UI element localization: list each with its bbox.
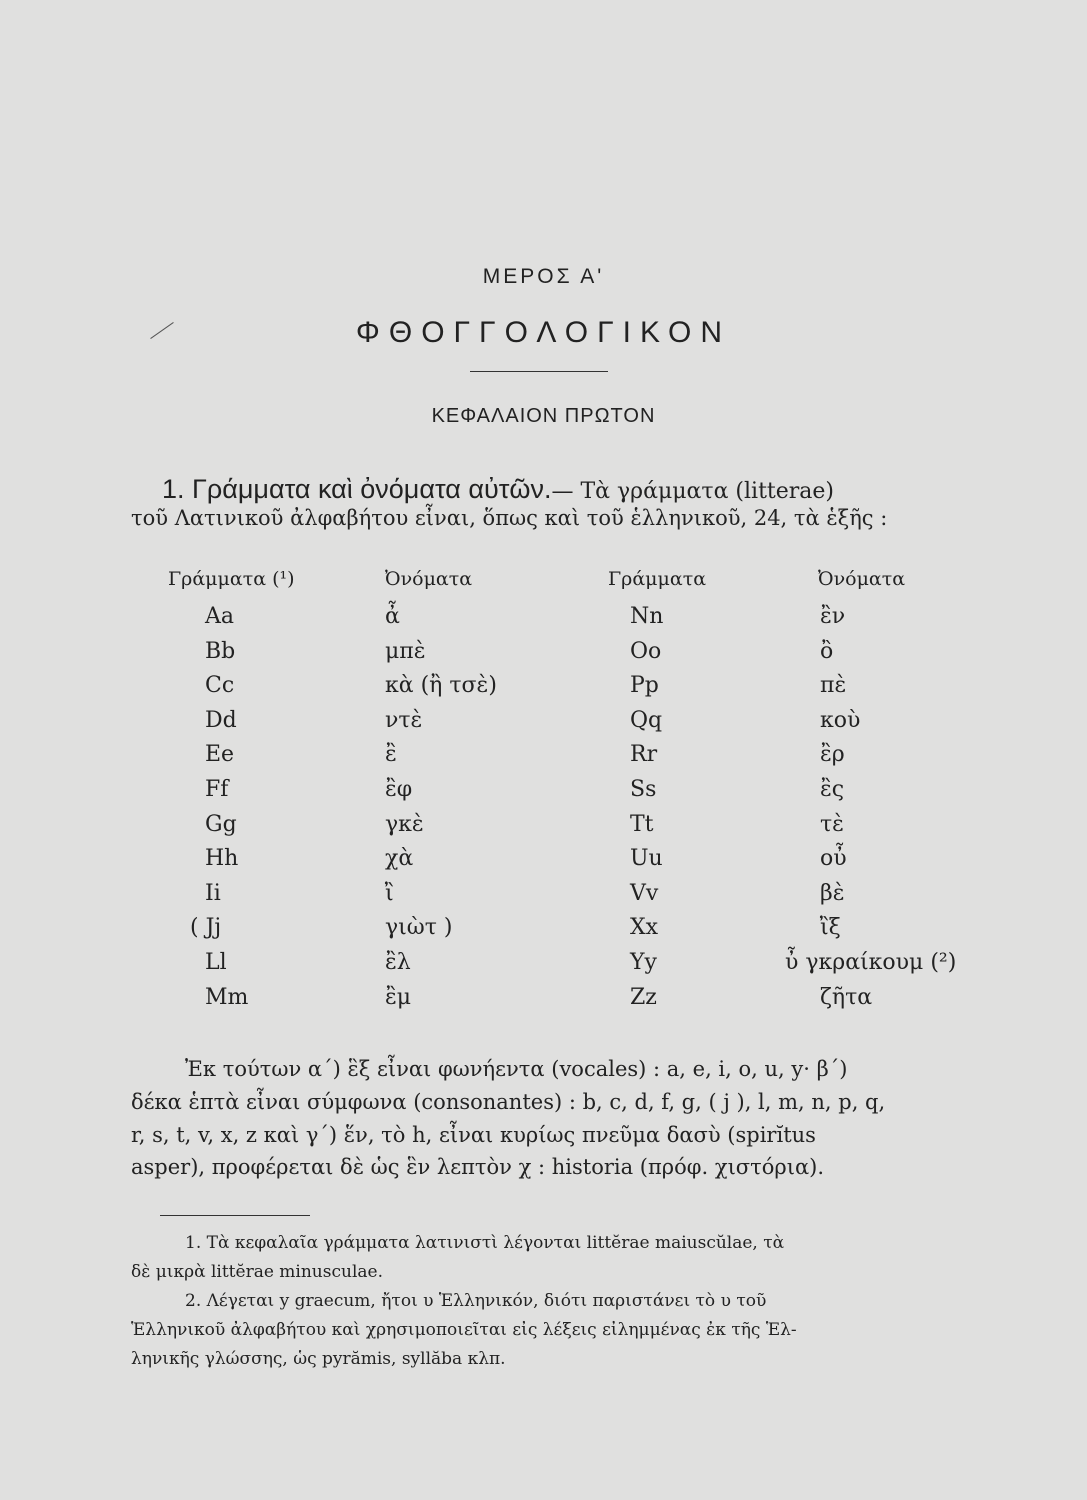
- name-cell: κὰ (ἢ τσὲ): [385, 673, 497, 699]
- letter-cell: Yy: [630, 950, 657, 975]
- name-cell: χὰ: [385, 846, 414, 872]
- letter-cell: Cc: [205, 673, 235, 699]
- letter-cell: Bb: [205, 638, 236, 664]
- name-cell: πὲ: [820, 673, 847, 699]
- name-cell: ἒς: [820, 777, 845, 802]
- section-lead-line2: τοῦ Λατινικοῦ ἀλφαβήτου εἶναι, ὅπως καὶ τοῦ ἑλληνικοῦ, 24, τὰ ἑξῆς :: [131, 506, 888, 530]
- footnote-line: δὲ μικρὰ littĕrae minusculae.: [131, 1262, 383, 1282]
- letter-cell: Nn: [630, 604, 664, 629]
- part-label: ΜΕΡΟΣ Α': [482, 265, 605, 288]
- section-heading-line: [162, 474, 962, 505]
- name-cell: μπὲ: [385, 638, 426, 664]
- column-header: Γράμματα (¹): [168, 568, 295, 590]
- letter-cell: Pp: [630, 673, 659, 699]
- letter-cell: Ll: [205, 950, 227, 975]
- name-cell: ἒφ: [385, 777, 413, 802]
- paragraph-line: r, s, t, v, x, z καὶ γ΄) ἕν, τὸ h, εἶναι κυρίως πνεῦμα δασὺ (spirĭtus: [131, 1123, 816, 1147]
- name-cell: τὲ: [820, 811, 844, 837]
- name-cell: ἲξ: [820, 915, 841, 941]
- name-cell: γκὲ: [385, 811, 424, 837]
- letter-cell: Zz: [630, 984, 657, 1010]
- name-cell: ντὲ: [385, 707, 423, 733]
- column-header: Ὀνόματα: [818, 568, 906, 590]
- column-header: Ὀνόματα: [385, 568, 473, 590]
- letter-cell: Mm: [205, 984, 249, 1010]
- name-cell: ἆ: [385, 604, 400, 629]
- name-cell: οὖ: [820, 846, 847, 872]
- name-cell: κοὺ: [820, 707, 861, 733]
- name-cell: ἒν: [820, 604, 846, 629]
- letter-cell: ( Jj: [190, 915, 222, 941]
- column-header: Γράμματα: [608, 568, 707, 590]
- name-cell: ἲ: [385, 880, 394, 906]
- letter-cell: Dd: [205, 707, 237, 733]
- footnote-line: 2. Λέγεται y graecum, ἤτοι υ Ἑλληνικόν, διότι παριστάνει τὸ υ τοῦ: [185, 1291, 767, 1311]
- letter-cell: Oo: [630, 638, 662, 664]
- letter-cell: Vv: [630, 880, 659, 906]
- title-divider: [470, 371, 608, 372]
- paragraph-line: Ἐκ τούτων α΄) ἓξ εἶναι φωνήεντα (vocales) : a, e, i, o, u, y· β΄): [185, 1057, 848, 1081]
- letter-cell: Qq: [630, 707, 663, 733]
- name-cell: ἒμ: [385, 984, 412, 1010]
- footnote-line: Ἑλληνικοῦ ἀλφαβήτου καὶ χρησιμοποιεῖται εἰς λέξεις εἰλημμένας ἐκ τῆς Ἑλ-: [131, 1320, 797, 1340]
- letter-cell: Rr: [630, 742, 658, 768]
- name-cell: ἒλ: [385, 950, 411, 975]
- section-heading: 1. Γράμματα καὶ ὀνόματα αὐτῶν.: [162, 474, 552, 504]
- letter-cell: Xx: [630, 915, 659, 941]
- name-cell: ἒ: [385, 742, 397, 768]
- footnote-divider: [160, 1215, 310, 1216]
- letter-cell: Gg: [205, 811, 237, 837]
- name-cell: ὖ γκραίκουμ (²): [785, 950, 957, 975]
- paragraph-line: asper), προφέρεται δὲ ὡς ἓν λεπτὸν χ : historia (πρόφ. χιστόρια).: [131, 1155, 825, 1179]
- paragraph-line: δέκα ἑπτὰ εἶναι σύμφωνα (consonantes) : b, c, d, f, g, ( j ), l, m, n, p, q,: [131, 1090, 886, 1114]
- footnote-line: 1. Τὰ κεφαλαῖα γράμματα λατινιστὶ λέγονται littĕrae maiuscŭlae, τὰ: [185, 1233, 785, 1253]
- name-cell: βὲ: [820, 880, 845, 906]
- letter-cell: Ii: [205, 880, 221, 906]
- footnote-line: ληνικῆς γλώσσης, ὡς pyrămis, syllăba κλπ.: [131, 1349, 506, 1369]
- letter-cell: Ee: [205, 742, 235, 768]
- chapter-title: ΚΕΦΑΛΑΙΟΝ ΠΡΩΤΟΝ: [431, 405, 656, 427]
- name-cell: γιὼτ ): [385, 915, 453, 941]
- section-lead: — Τὰ γράμματα (litterae): [551, 479, 835, 504]
- letter-cell: Ff: [205, 777, 229, 802]
- letter-cell: Uu: [630, 846, 663, 872]
- page-title: ΦΘΟΓΓΟΛΟΓΙΚΟΝ: [355, 316, 732, 349]
- letter-cell: Hh: [205, 846, 239, 872]
- name-cell: ἒρ: [820, 742, 845, 768]
- letter-cell: Tt: [630, 811, 654, 837]
- name-cell: ζῆτα: [820, 984, 873, 1010]
- letter-cell: Aa: [205, 604, 235, 629]
- letter-cell: Ss: [630, 777, 657, 802]
- name-cell: ὂ: [820, 638, 834, 664]
